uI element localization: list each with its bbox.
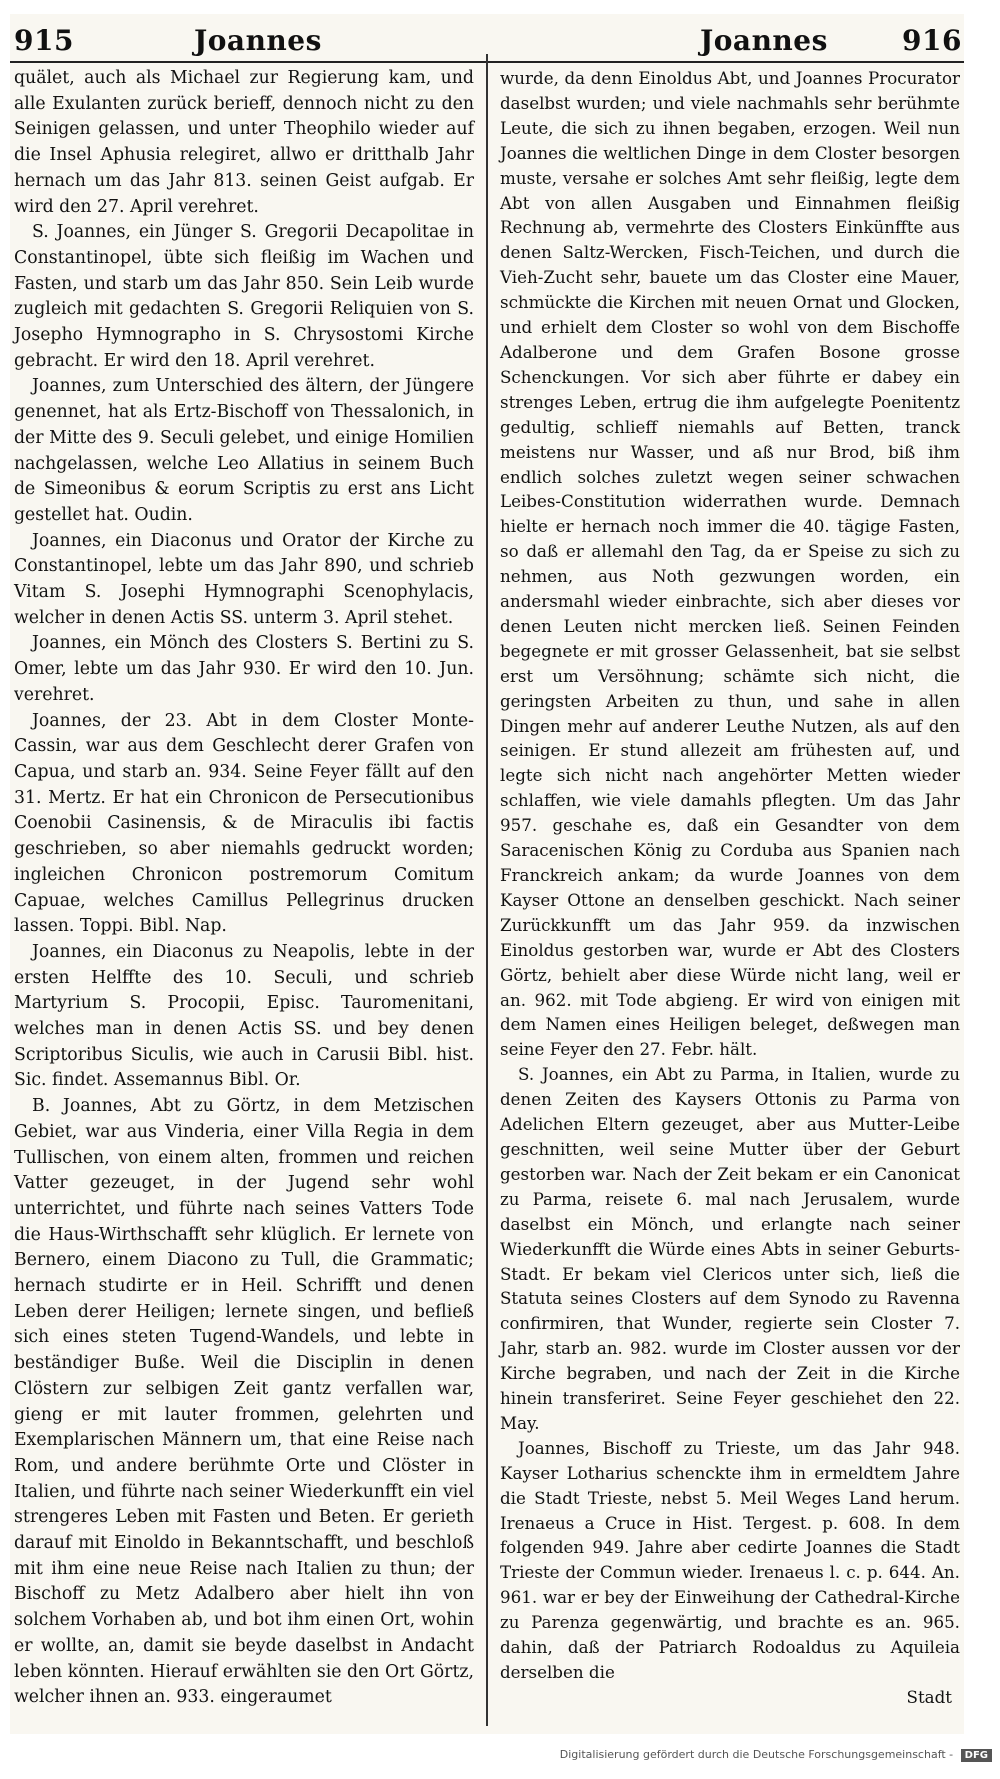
catchword: Stadt [906, 1686, 952, 1707]
paragraph: Joannes, ein Diaconus zu Neapolis, lebte in der ersten Helffte des 10. Seculi, und schrieb Martyrium S. Procopii, Episc. Tauromenitani, welches man in denen Actis SS. und bey denen Scriptoribus Siculis, wie auch in Carusii Bibl. hist. Sic. findet. Assemannus Bibl. Or. [14, 941, 474, 1091]
paragraph: quälet, auch als Michael zur Regierung kam, und alle Exulanten zurück berieff, dennoch nicht zu den Seinigen gelassen, und unter Theophilo wieder auf die Insel Aphusia relegiret, allwo er dritthalb Jahr hernach um das Jahr 813. seinen Geist aufgab. Er wird den 27. April verehret. [14, 68, 474, 217]
book-page [10, 14, 964, 1734]
dfg-logo: DFG [961, 1749, 992, 1762]
paragraph: Joannes, der 23. Abt in dem Closter Monte-Cassin, war aus dem Geschlecht derer Grafen von Capua, und starb an. 934. Seine Feyer fällt auf den 31. Mertz. Er hat ein Chronicon de Persecutionibus Coenobii Casinensis, & de Miraculis ibi factis geschrieben, so aber niemahls gedruckt worden; ingleichen Chronicon postremorum Comitum Capuae, welches Camillus Pellegrinus drucken lassen. Toppi. Bibl. Nap. [14, 710, 474, 937]
paragraph: Joannes, ein Mönch des Closters S. Bertini zu S. Omer, lebte um das Jahr 930. Er wird den 10. Jun. verehret. [14, 633, 474, 705]
left-column [14, 66, 474, 1711]
paragraph: S. Joannes, ein Abt zu Parma, in Italien, wurde zu denen Zeiten des Kaysers Ottonis zu Parma von Adelichen Eltern gezeuget, aber aus Mutter-Leibe geschnitten, weil seine Mutter über der Geburt gestorben war. Nach der Zeit bekam er ein Canonicat zu Parma, reisete 6. mal nach Jerusalem, wurde daselbst ein Mönch, und erlangte nach seiner Wiederkunfft die Würde eines Abts in seiner Geburts-Stadt. Er bekam viel Clericos unter sich, ließ die Statuta seines Closters auf dem Synodo zu Ravenna confirmiren, that Wunder, regierte sein Closter 7. Jahr, starb an. 982. wurde im Closter aussen vor der Kirche begraben, und nach der Zeit in die Kirche hinein transferiret. Seine Feyer geschiehet den 22. May. [500, 1064, 960, 1433]
right-page-number: 916 [902, 24, 962, 57]
paragraph: Joannes, ein Diaconus und Orator der Kirche zu Constantinopel, lebte um das Jahr 890, und schrieb Vitam S. Josephi Hymnographi Scenophylacis, welcher in denen Actis SS. unterm 3. April stehet. [14, 530, 474, 628]
paragraph: Joannes, zum Unterschied des ältern, der Jüngere genennet, hat als Ertz-Bischoff von Thessalonich, in der Mitte des 9. Seculi gelebet, und einige Homilien nachgelassen, welche Leo Allatius in seinem Buch de Simeonibus & eorum Scriptis zu erst ans Licht gestellet hat. Oudin. [14, 376, 474, 525]
paragraph: S. Joannes, ein Jünger S. Gregorii Decapolitae in Constantinopel, übte sich fleißig im Wachen und Fasten, und starb um das Jahr 850. Sein Leib wurde zugleich mit gedachten S. Gregorii Reliquien von S. Josepho Hymnographo in S. Chrysostomi Kirche gebracht. Er wird den 18. April verehret. [14, 222, 474, 371]
left-page-number: 915 [14, 24, 74, 57]
left-running-title: Joannes [194, 24, 322, 57]
paragraph: Joannes, Bischoff zu Trieste, um das Jahr 948. Kayser Lotharius schenckte ihm in ermeldtem Jahre die Stadt Trieste, nebst 5. Meil Weges Land herum. Irenaeus a Cruce in Hist. Tergest. p. 608. In dem folgenden 949. Jahre aber cedirte Joannes die Stadt Trieste der Commun wieder. Irenaeus l. c. p. 644. An. 961. war er bey der Einweihung der Cathedral-Kirche zu Parenza gegenwärtig, und brachte es an. 965. dahin, daß der Patriarch Rodoaldus zu Aquileia derselben die [500, 1437, 960, 1682]
right-running-title: Joannes [700, 24, 828, 57]
paragraph: B. Joannes, Abt zu Görtz, in dem Metzischen Gebiet, war aus Vinderia, einer Villa Regia in dem Tullischen, von einem alten, frommen und reichen Vatter gezeuget, in der Jugend sehr wohl unterrichtet, und führte nach seines Vatters Tode die Haus-Wirthschafft sehr klüglich. Er lernete von Bernero, einem Diacono zu Tull, die Grammatic; hernach studirte er in Heil. Schrifft und denen Leben derer Heiligen; lernete singen, und befließ sich eines steten Tugend-Wandels, und lebte in beständiger Buße. Weil die Disciplin in denen Clöstern zur selbigen Zeit gantz verfallen war, gieng er mit lauter frommen, gelehrten und Exemplarischen Männern um, that eine Reise nach Rom, und andere berühmte Orte und Clöster in Italien, und führte nach seiner Wiederkunfft ein viel strengeres Leben mit Fasten und Beten. Er gerieth darauf mit Einoldo in Bekanntschafft, und beschloß mit ihm eine neue Reise nach Italien zu thun; der Bischoff zu Metz Adalbero aber hielt ihn von solchem Vorhaben ab, und bot ihm einen Ort, wohin er wollte, an, damit sie beyde daselbst in Andacht leben könnten. Hierauf erwählten sie den Ort Görtz, welcher ihnen an. 933. eingeraumet [14, 1096, 474, 1708]
digitization-footer [560, 1748, 992, 1762]
paragraph: wurde, da denn Einoldus Abt, und Joannes Procurator daselbst wurden; und viele nachmahls sehr berühmte Leute, die sich zu ihnen begaben, erzogen. Weil nun Joannes die weltlichen Dinge in dem Closter besorgen muste, versahe er solches Amt sehr fleißig, legte dem Abt von allen Ausgaben und Einnahmen fleißig Rechnung ab, vermehrte des Closters Einkünffte aus denen Saltz-Wercken, Fisch-Teichen, und durch die Vieh-Zucht sehr, bauete um das Closter eine Mauer, schmückte die Kirchen mit neuen Ornat und Glocken, und erhielt dem Closter so wohl von dem Bischoffe Adalberone und dem Grafen Bosone grosse Schenckungen. Vor sich aber führte er dabey ein strenges Leben, ertrug die ihm aufgelegte Poenitentz gedultig, schlieff niemahls auf Betten, tranck meistens nur Wasser, und aß nur Brod, biß ihm endlich solches zuletzt wegen seiner schwachen Leibes-Constitution widerrathen wurde. Demnach hielte er hernach noch immer die 40. tägige Fasten, so daß er allemahl den Tag, da er Speise zu sich zu nehmen, aus Noth gezwungen worden, ein andersmahl wieder einbrachte, sich aber dieses vor denen Leuten nicht mercken ließ. Seinen Feinden begegnete er mit grosser Gelassenheit, bat sie selbst erst um Versöhnung; schämte sich nicht, die geringsten Arbeiten zu thun, und sahe in allen Dingen mehr auf anderer Leuthe Nutzen, als auf den seinigen. Er stund allezeit am frühesten auf, und legte sich nicht nach angehörter Metten wieder schlaffen, wie viele damahls pflegten. Um das Jahr 957. geschahe es, daß ein Gesandter von dem Saracenischen König zu Corduba aus Spanien nach Franckreich ankam; da wurde Joannes von dem Kayser Ottone an denselben geschickt. Nach seiner Zurückkunfft um das Jahr 959. da inzwischen Einoldus gestorben war, wurde er Abt des Closters Görtz, behielt aber diese Würde nicht lang, weil er an. 962. mit Tode abgieng. Er wird von einigen mit dem Namen eines Heiligen beleget, deßwegen man seine Feyer den 27. Febr. hält. [500, 68, 960, 1060]
footer-credit: Digitalisierung gefördert durch die Deutsche Forschungsgemeinschaft - [559, 1748, 954, 1761]
column-divider [486, 54, 488, 1726]
right-column [500, 66, 960, 1710]
